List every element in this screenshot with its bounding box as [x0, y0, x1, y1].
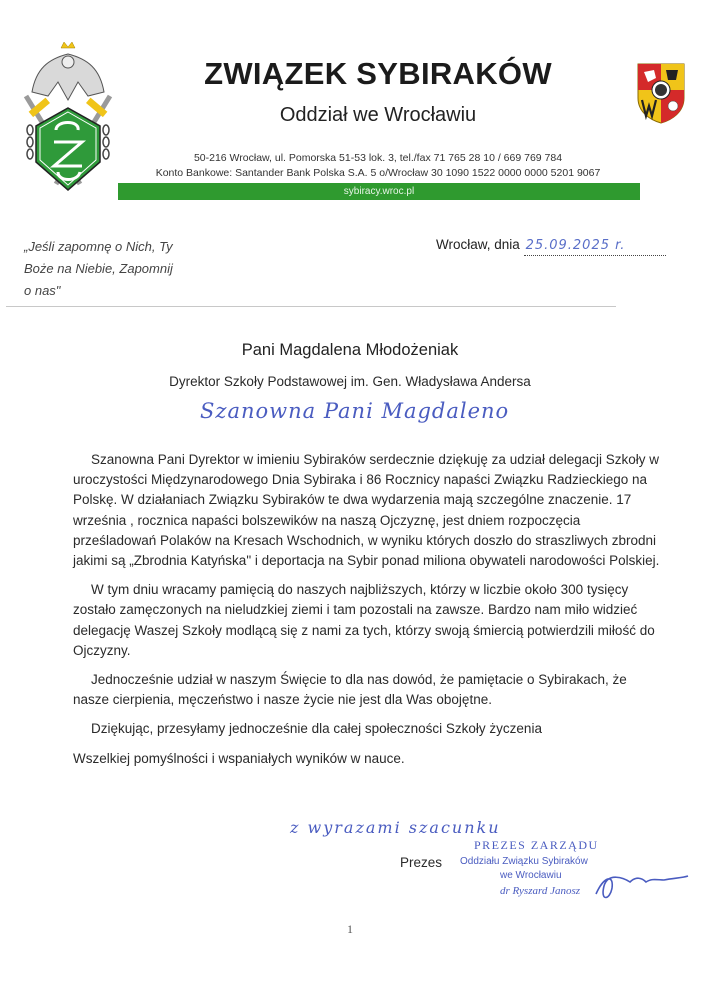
address-line: 50-216 Wrocław, ul. Pomorska 51-53 lok. 3, tel./fax 71 765 28 10 / 669 769 784: [193, 152, 563, 164]
motto-line-1: „Jeśli zapomnę o Nich, Ty: [24, 239, 173, 254]
handwritten-closing: z wyrazami szacunku: [290, 818, 501, 837]
date-handwritten: 25.09.2025 r.: [525, 238, 626, 253]
org-title: ZWIĄZEK SYBIRAKÓW: [204, 56, 552, 91]
stamp-name: dr Ryszard Janosz: [500, 885, 581, 897]
date-line: [436, 236, 666, 256]
address-block: [118, 151, 638, 181]
body-paragraph-1: Szanowna Pani Dyrektor w imieniu Sybiraków serdecznie dziękuję za udział delegacji Szkoły w uroczystości Międzynarodowego Dnia Sybiraka i 86 Rocznicy napaści Związku Radzieckiego na Polskę. W działaniach Związku Sybiraków te dwa wydarzenia mają szczególne znaczenie. 17 września , rocznica napaści bolszewików na naszą Ojczyznę, jest dniem rozpoczęcia prześladowań Polaków na Kresach Wschodnich, w wyniku których doszło do straszliwych zbrodni jakimi są „Zbrodnia Katyńska" i deportacja na Sybir ponad miliona obywateli narodowości Polskiej.: [73, 452, 660, 569]
letter-body: [73, 450, 663, 778]
header-divider: [6, 306, 616, 307]
motto-line-3: o nas": [24, 283, 61, 298]
zwiazek-sybirakow-emblem-icon: [18, 34, 118, 196]
body-paragraph-4: Dziękując, przesyłamy jednocześnie dla całej społeczności Szkoły życzenia: [91, 721, 542, 737]
body-paragraph-5: Wszelkiej pomyślności i wspaniałych wyników w nauce.: [73, 750, 405, 766]
motto-line-2: Boże na Niebie, Zapomnij: [24, 261, 173, 276]
website-link[interactable]: sybiracy.wroc.pl: [343, 186, 415, 197]
stamp-location: we Wrocławiu: [500, 870, 562, 881]
signature-icon: [590, 860, 690, 910]
date-field: [524, 236, 666, 256]
wroclaw-coat-of-arms-icon: [636, 62, 686, 124]
stamp-organization: Oddziału Związku Sybiraków: [460, 856, 588, 867]
bank-account-line: Konto Bankowe: Santander Bank Polska S.A. 5 o/Wrocław 30 1090 1522 0000 0000 5201 9067: [155, 167, 601, 179]
stamp-title: PREZES ZARZĄDU: [474, 838, 599, 852]
website-bar: [118, 183, 640, 200]
body-paragraph-3: Jednocześnie udział w naszym Święcie to dla nas dowód, że pamiętacie o Sybirakach, że nasze cierpienia, męczeństwo i nasze życie nie jest dla Was obojętne.: [73, 672, 627, 708]
prezes-label: Prezes: [400, 855, 443, 870]
page-number: 1: [347, 922, 353, 936]
handwritten-salutation: Szanowna Pani Magdaleno: [200, 399, 510, 423]
body-paragraph-2: W tym dniu wracamy pamięcią do naszych najbliższych, którzy w liczbie około 300 tysięcy zostało zamęczonych na nieludzkiej ziemi i tam pozostali na zawsze. Bardzo nam miło widzieć delegację Waszej Szkoły modlącą się z nami za tych, którzy swoją śmiercią potwierdzili miłość do Ojczyzny.: [73, 582, 655, 658]
date-label: Wrocław, dnia: [436, 237, 520, 252]
recipient-title: Dyrektor Szkoły Podstawowej im. Gen. Władysława Andersa: [169, 374, 531, 389]
recipient-name: Pani Magdalena Młodożeniak: [241, 341, 459, 359]
org-subtitle: Oddział we Wrocławiu: [279, 104, 477, 126]
motto: [24, 236, 234, 302]
